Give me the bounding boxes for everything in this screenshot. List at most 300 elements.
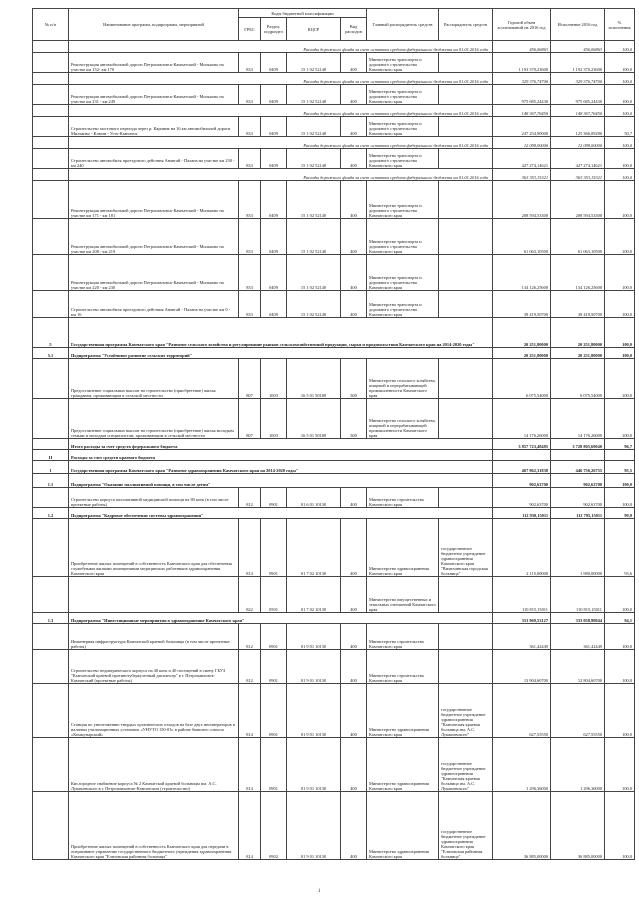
cell-main-manager: Министерство строительства Камчатского края [367,488,439,508]
cell-name: Государственная программа Камчатского края "Развитие сельского хозяйства и регулирование рынков сельскохозяйственной продукции, сырья и продовольствия Камчатского края на 2014-2020 годы" [69,318,493,348]
cell-name: Реконструкция автомобильной дороги Петропавловск-Камчатский - Мильково на участке км 171 - км 181 [69,181,239,219]
cell-no [33,73,69,85]
cell-no [33,41,69,53]
cell-main-manager: Министерство сельского хозяйства, пищевой и перерабатывающей промышленности Камчатского края [367,399,439,439]
cell-executed: 39 419,50700 [551,291,605,318]
cell-no [33,577,69,613]
cell-section: 0901 [261,684,287,738]
cell-percent [605,450,635,461]
cell-percent: 100,0 [605,73,635,85]
cell-percent: 100,0 [605,181,635,219]
section-row [33,318,635,348]
cell-main-manager: Министерство строительства Камчатского края [367,624,439,650]
cell-executed: 208 594,53300 [551,181,605,219]
cell-kcsr: 15 1 02 52140 [287,149,341,169]
cell-planned: 427 274,14621 [493,149,551,169]
cell-executed: 36 885,00000 [551,792,605,860]
cell-section: 0902 [261,792,287,860]
table-row [33,255,635,291]
cell-section: 0409 [261,181,287,219]
cell-planned: 247 254,90000 [493,117,551,137]
cell-kcsr: 01 7 02 10130 [287,577,341,613]
cell-planned: 975 685,24430 [493,85,551,105]
cell-main-manager: Министерство здравоохранения Камчатского края [367,684,439,738]
cell-planned: 456,06863 [493,41,551,53]
cell-percent: 100,0 [605,318,635,348]
table-row [33,359,635,399]
cell-percent: 100,0 [605,488,635,508]
cell-no [33,117,69,137]
cell-no [33,105,69,117]
cell-percent: 100,0 [605,399,635,439]
cell-planned: 110 815,15011 [493,577,551,613]
cell-no [33,684,69,738]
subtotal-row [33,105,635,117]
cell-kcsr: 01 9 01 10130 [287,624,341,650]
cell-kcsr: 15 1 02 52140 [287,85,341,105]
cell-no [33,53,69,73]
table-body [33,41,635,860]
cell-planned: 627,55550 [493,684,551,738]
cell-no: 5 [33,318,69,348]
cell-recipient [439,117,493,137]
table-row [33,650,635,684]
header-section: Раздел, подраздел [261,18,287,41]
cell-planned: 363 353,15321 [493,169,551,181]
section-row [33,508,635,519]
cell-vr: 400 [341,792,367,860]
cell-name: Строительство корпуса паллиативной медицинской помощи на 80 коек (в том числе проектные работы) [69,488,239,508]
table-row [33,219,635,255]
cell-recipient [439,650,493,684]
cell-executed: 361,42449 [551,624,605,650]
cell-executed: 329 376,74700 [551,73,605,85]
cell-section: 1003 [261,359,287,399]
header-no: № п/п [33,9,69,41]
cell-main-manager: Министерство здравоохранения Камчатского края [367,792,439,860]
cell-recipient [439,577,493,613]
cell-name: Строительство мостового перехода через р. Карпинк на 16 км автомобильной дороги Мильково - Ключи - Усть-Камчатск [69,117,239,137]
cell-executed: 456,06863 [551,41,605,53]
cell-vr: 400 [341,519,367,577]
cell-grbs: 814 [239,519,261,577]
cell-executed: 112 795,15011 [551,508,605,519]
cell-percent: 50,7 [605,117,635,137]
cell-name: Приобретение жилых помещений в собственность Камчатского края для передачи в оперативное управление государственного бюджетного учреждения здравоохранения Камчатского края "Елизовская районная больница" [69,792,239,860]
header-kcsr: КЦСР [287,18,341,41]
cell-grbs: 833 [239,291,261,318]
cell-kcsr: 01 9 01 10130 [287,792,341,860]
cell-planned: 134 126,25600 [493,255,551,291]
header-vr: Вид расходов [341,18,367,41]
cell-name: Строительство автомобиля проездового действия Анавгай - Палана на участке км 0 - км 16 [69,291,239,318]
table-row [33,577,635,613]
subtotal-row [33,169,635,181]
cell-recipient: государственное бюджетное учреждение здравоохранения "Камчатская краевая больница им. А.С. Лукашевского" [439,684,493,738]
cell-percent: 100,0 [605,219,635,255]
cell-name: Реконструкция автомобильной дороги Петропавловск-Камчатский - Мильково на участке км 220 - км 230 [69,255,239,291]
cell-executed: 1 980,00000 [551,519,605,577]
cell-planned: 148 367,76450 [493,105,551,117]
cell-executed: 110 815,15011 [551,577,605,613]
cell-grbs: 814 [239,738,261,792]
cell-name: Строительство педиатрического корпуса на 40 коек и 40 посещений в смену ГБУЗ "Камчатский краевой противотуберкулезный диспансер" в г. Петропавловск-Камчатский (проектные работы) [69,650,239,684]
cell-vr: 400 [341,291,367,318]
cell-recipient [439,149,493,169]
subtotal-row [33,73,635,85]
cell-percent: 100,0 [605,738,635,792]
cell-no [33,291,69,318]
cell-main-manager: Министерство транспорта и дорожного строительства Камчатского края [367,85,439,105]
cell-executed: 12 804,60700 [551,650,605,684]
cell-vr: 400 [341,577,367,613]
cell-planned: 36 885,00000 [493,792,551,860]
cell-kcsr: 01 9 01 10130 [287,684,341,738]
cell-planned: 361,42449 [493,624,551,650]
cell-main-manager: Министерство транспорта и дорожного строительства Камчатского края [367,53,439,73]
cell-no: 1.1 [33,474,69,488]
cell-percent: 99,9 [605,508,635,519]
cell-no [33,650,69,684]
budget-sheet [32,8,633,860]
cell-planned: 112 930,15011 [493,508,551,519]
cell-executed: 1 192 370,23600 [551,53,605,73]
cell-percent: 100,0 [605,85,635,105]
cell-name: Кислородное снабжение корпуса № 2 Камчатской краевой больницы им. А.С. Лукашевского в г. Петропавловске-Камчатском (строительство) [69,738,239,792]
cell-no [33,359,69,399]
table-row [33,738,635,792]
cell-percent: 100,0 [605,650,635,684]
cell-kcsr: 15 1 02 52140 [287,255,341,291]
cell-section: 0409 [261,117,287,137]
cell-percent: 100,0 [605,348,635,359]
cell-executed: 446 756,26755 [551,461,605,474]
cell-name: Расходы дорожного фонда за счет остатков средств федерального бюджета на 01.01.2016 года [69,73,493,85]
cell-grbs: 812 [239,624,261,650]
header-name: Наименование программ, подпрограмм, мероприятий [69,9,239,41]
cell-kcsr: 01 9 01 10130 [287,738,341,792]
cell-name: Подпрограмма "Оказание паллиативной помощи, в том числе детям" [69,474,493,488]
table-row [33,117,635,137]
cell-vr: 400 [341,255,367,291]
cell-executed: 3 728 805,69040 [551,439,605,450]
cell-recipient [439,255,493,291]
cell-executed: 14 176,26000 [551,399,605,439]
table-row [33,684,635,738]
cell-section: 0901 [261,650,287,684]
cell-percent: 100,0 [605,255,635,291]
cell-kcsr: 01 9 01 10130 [287,650,341,684]
cell-recipient [439,291,493,318]
cell-main-manager: Министерство здравоохранения Камчатского края [367,519,439,577]
table-row [33,519,635,577]
cell-name: Станция по уничтожению твердых органических отходов на базе двух инсинераторов в наличии утилизационных установок «УНУТО 150-03» в районе бывшего совхоза «Коммунарский» [69,684,239,738]
header-grbs: ГРБС [239,18,261,41]
cell-section: 0901 [261,738,287,792]
cell-planned: 1 193 370,23600 [493,53,551,73]
cell-vr: 300 [341,359,367,399]
section-row [33,461,635,474]
table-row [33,488,635,508]
cell-grbs: 833 [239,149,261,169]
cell-percent: 96,7 [605,439,635,450]
cell-recipient [439,219,493,255]
cell-planned: 14 176,26000 [493,399,551,439]
cell-vr: 400 [341,219,367,255]
cell-kcsr: 15 1 02 52140 [287,219,341,255]
cell-percent: 100,0 [605,137,635,149]
header-main-manager: Главный распорядитель средств [367,9,439,41]
cell-percent: 94,1 [605,613,635,624]
header-recipient: Распорядитель средств [439,9,493,41]
subtotal-row [33,41,635,53]
cell-executed: 6 075,54000 [551,359,605,399]
cell-planned: 39 419,50700 [493,291,551,318]
cell-name: Предоставление социальных выплат на строительство (приобретение) жилья молодым семьям и молодым специалистам, проживающим в сельской местности [69,399,239,439]
cell-main-manager: Министерство транспорта и дорожного строительства Камчатского края [367,181,439,219]
table-row [33,149,635,169]
cell-percent: 100,0 [605,792,635,860]
cell-name: Реконструкция автомобильной дороги Петропавловск-Камчатский - Мильково на участке км 152- км 170 [69,53,239,73]
cell-main-manager: Министерство транспорта и дорожного строительства Камчатского края [367,255,439,291]
table-row [33,181,635,219]
cell-no: 5.1 [33,348,69,359]
cell-executed: 333 058,98044 [551,613,605,624]
cell-vr: 400 [341,684,367,738]
cell-executed: 134 126,25600 [551,255,605,291]
cell-kcsr: 15 1 02 52140 [287,117,341,137]
cell-grbs: 833 [239,85,261,105]
cell-grbs: 833 [239,255,261,291]
cell-planned: 902,63700 [493,488,551,508]
header-percent: % исполнения [605,9,635,41]
cell-percent: 100,0 [605,169,635,181]
cell-vr: 400 [341,53,367,73]
cell-name: Инженерная инфраструктура Камчатской краевой больницы (в том числе проектные работы) [69,624,239,650]
cell-grbs: 814 [239,684,261,738]
cell-kcsr: 15 1 02 52140 [287,53,341,73]
cell-percent: 100,0 [605,359,635,399]
cell-planned: 13 904,60700 [493,650,551,684]
cell-section: 1003 [261,399,287,439]
cell-grbs: 833 [239,53,261,73]
cell-no: II [33,450,69,461]
cell-executed: 427 274,14621 [551,149,605,169]
cell-section: 0901 [261,488,287,508]
cell-recipient: государственное бюджетное учреждение здравоохранения Камчатского края "Вилючинская городская больница" [439,519,493,577]
cell-section: 0409 [261,291,287,318]
cell-percent: 93,6 [605,519,635,577]
cell-executed: 125 366,09286 [551,117,605,137]
cell-vr: 400 [341,117,367,137]
cell-percent: 100,0 [605,291,635,318]
budget-table [32,8,635,860]
cell-no [33,85,69,105]
cell-vr: 400 [341,181,367,219]
cell-section: 0901 [261,624,287,650]
cell-name: Расходы дорожного фонда за счет остатков средств федерального бюджета на 01.01.2016 года [69,137,493,149]
cell-main-manager: Министерство транспорта и дорожного строительства Камчатского края [367,149,439,169]
cell-no [33,169,69,181]
cell-planned: 1 296,36000 [493,738,551,792]
cell-name: Расходы за счет средств краевого бюджета [69,450,493,461]
cell-section: 0409 [261,149,287,169]
cell-grbs: 822 [239,577,261,613]
cell-section: 0901 [261,519,287,577]
cell-main-manager: Министерство имущественных и земельных отношений Камчатского края [367,577,439,613]
cell-name: Подпрограмма "Кадровое обеспечение системы здравоохранения" [69,508,493,519]
cell-main-manager: Министерство строительства Камчатского края [367,650,439,684]
cell-no [33,399,69,439]
cell-no [33,738,69,792]
cell-name: Предоставление социальных выплат на строительство (приобретение) жилья гражданам, проживающим в сельской местности [69,359,239,399]
section-row [33,474,635,488]
cell-percent: 100,0 [605,41,635,53]
cell-main-manager: Министерство транспорта и дорожного строительства Камчатского края [367,291,439,318]
cell-planned: 467 862,31838 [493,461,551,474]
section-row [33,450,635,461]
cell-no [33,149,69,169]
cell-executed: 20 251,80000 [551,348,605,359]
cell-executed: 363 353,15321 [551,169,605,181]
cell-no [33,181,69,219]
cell-percent: 100,0 [605,684,635,738]
cell-section: 0501 [261,577,287,613]
cell-executed [551,450,605,461]
cell-percent: 100,0 [605,149,635,169]
cell-executed: 627,55550 [551,684,605,738]
cell-no [33,792,69,860]
cell-executed: 61 063,10500 [551,219,605,255]
cell-name: Подпрограмма "Устойчивое развитие сельских территорий" [69,348,493,359]
cell-grbs: 814 [239,792,261,860]
cell-vr: 400 [341,624,367,650]
cell-planned [493,450,551,461]
cell-no: 1.3 [33,613,69,624]
cell-grbs: 812 [239,650,261,684]
cell-name: Реконструкция автомобильной дороги Петропавловск-Камчатский - Мильково на участке км 231 - км 249 [69,85,239,105]
cell-executed: 20 251,80000 [551,318,605,348]
cell-planned: 208 594,53300 [493,181,551,219]
cell-name: Расходы дорожного фонда за счет остатков средств федерального бюджета на 01.01.2016 года [69,169,493,181]
cell-no: 1 [33,461,69,474]
cell-kcsr: 15 1 02 52140 [287,181,341,219]
cell-recipient [439,624,493,650]
cell-recipient: государственное бюджетное учреждение здравоохранения Камчатского края "Елизовская районная больница" [439,792,493,860]
cell-executed: 12 098,00000 [551,137,605,149]
cell-name: Расходы дорожного фонда за счет остатков средств федерального бюджета на 01.01.2016 года [69,41,493,53]
cell-percent: 95,5 [605,461,635,474]
cell-section: 0409 [261,219,287,255]
cell-no [33,219,69,255]
cell-main-manager: Министерство транспорта и дорожного строительства Камчатского края [367,219,439,255]
cell-recipient [439,53,493,73]
cell-executed: 902,63700 [551,474,605,488]
cell-planned: 353 969,53127 [493,613,551,624]
section-row [33,439,635,450]
cell-percent: 100,0 [605,624,635,650]
cell-planned: 12 098,00000 [493,137,551,149]
cell-section: 0409 [261,53,287,73]
cell-name: Приобретение жилых помещений в собственность Камчатского края для обеспечения служебными жилыми помещениями медицинских работников здравоохранения Камчатского края [69,519,239,577]
cell-planned: 329 376,74700 [493,73,551,85]
table-row [33,85,635,105]
cell-grbs: 833 [239,117,261,137]
cell-planned: 61 063,10500 [493,219,551,255]
cell-planned: 20 251,80000 [493,348,551,359]
cell-vr: 400 [341,650,367,684]
cell-name: Реконструкция автомобильной дороги Петропавловск-Камчатский - Мильково на участке км 208 - км 219 [69,219,239,255]
cell-planned: 902,63700 [493,474,551,488]
cell-vr: 400 [341,149,367,169]
cell-kcsr: 16 5 01 50180 [287,399,341,439]
cell-percent: 100,0 [605,53,635,73]
cell-no [33,624,69,650]
cell-executed: 148 367,76450 [551,105,605,117]
cell-vr: 400 [341,488,367,508]
cell-main-manager: Министерство здравоохранения Камчатского края [367,738,439,792]
cell-no: 1.2 [33,508,69,519]
cell-kcsr: 01 6 01 10130 [287,488,341,508]
header-planned: Годовой объем ассигнований на 2016 год [493,9,551,41]
cell-no [33,488,69,508]
cell-main-manager: Министерство транспорта и дорожного строительства Камчатского края [367,117,439,137]
cell-main-manager: Министерство сельского хозяйства, пищевой и перерабатывающей промышленности Камчатского края [367,359,439,399]
cell-vr: 400 [341,85,367,105]
cell-no [33,439,69,450]
cell-planned: 6 075,54000 [493,359,551,399]
cell-kcsr: 01 7 02 10130 [287,519,341,577]
cell-recipient [439,85,493,105]
cell-vr: 300 [341,399,367,439]
cell-grbs: 833 [239,219,261,255]
cell-grbs: 807 [239,359,261,399]
cell-planned: 20 251,80000 [493,318,551,348]
page-number: 1 [318,889,321,894]
cell-percent: 100,0 [605,577,635,613]
table-row [33,53,635,73]
header-executed: Исполнение 2016 год [551,9,605,41]
cell-no [33,255,69,291]
cell-name [69,577,239,613]
table-row [33,624,635,650]
table-header [33,9,635,41]
cell-name: Расходы дорожного фонда за счет остатков средств федерального бюджета на 01.01.2016 года [69,105,493,117]
table-row [33,792,635,860]
cell-name: Итого расходы за счет средств федерального бюджета [69,439,493,450]
section-row [33,613,635,624]
cell-executed: 975 685,24430 [551,85,605,105]
table-row [33,399,635,439]
cell-section: 0409 [261,85,287,105]
cell-grbs: 833 [239,181,261,219]
cell-recipient: государственное бюджетное учреждение здравоохранения "Камчатская краевая больница им. А.С. Лукашевского" [439,738,493,792]
cell-name: Подпрограмма "Инвестиционные мероприятия в здравоохранение Камчатского края" [69,613,493,624]
cell-name: Строительство автомобиля проездового действия Анавгай - Палана на участке км 230 - км 240 [69,149,239,169]
cell-percent: 100,0 [605,105,635,117]
header-codes-group: Коды бюджетной классификации [239,9,367,18]
cell-vr: 400 [341,738,367,792]
cell-section: 0409 [261,255,287,291]
subtotal-row [33,137,635,149]
cell-kcsr: 15 1 02 52140 [287,291,341,318]
section-row [33,348,635,359]
cell-percent: 100,0 [605,474,635,488]
cell-recipient [439,181,493,219]
cell-executed: 902,63700 [551,488,605,508]
cell-kcsr: 16 5 01 50180 [287,359,341,399]
cell-grbs: 812 [239,488,261,508]
